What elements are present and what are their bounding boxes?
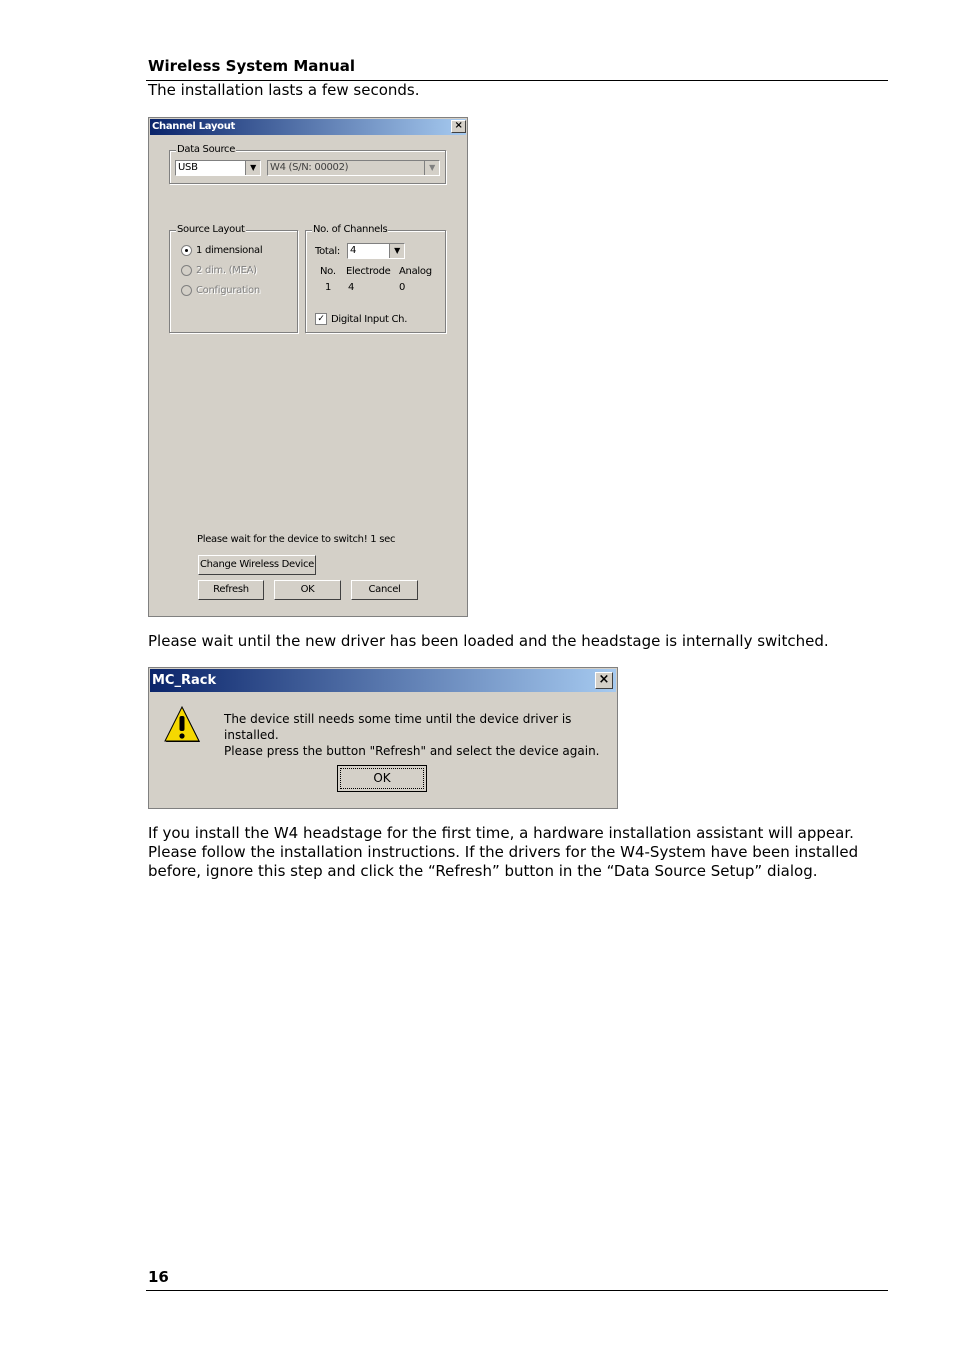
closing-text-line-1: If you install the W4 headstage for the first time, a hardware installation assistant will appear. (148, 824, 854, 842)
chevron-down-icon[interactable]: ▼ (245, 161, 260, 175)
channels-group (305, 224, 446, 333)
radio-1-dimensional[interactable] (181, 245, 262, 256)
status-text: Please wait for the device to switch! 1 sec (197, 534, 396, 545)
ok-button[interactable] (337, 765, 427, 792)
dialog-title-bar (150, 669, 616, 692)
closing-text-line-3: before, ignore this step and click the “Refresh” button in the “Data Source Setup” dialog. (148, 862, 818, 880)
column-analog-header: Analog (399, 266, 432, 277)
radio-label: 1 dimensional (196, 245, 263, 256)
ok-button[interactable]: OK (274, 580, 341, 600)
radio-configuration (181, 285, 260, 296)
radio-selected-icon (181, 245, 192, 256)
message-line-2: Please press the button "Refresh" and select the device again. (224, 744, 600, 758)
digital-input-label: Digital Input Ch. (331, 313, 408, 325)
total-channels-value: 4 (350, 245, 357, 256)
digital-input-checkbox[interactable] (315, 313, 407, 325)
closing-text-line-2: Please follow the installation instructions. If the drivers for the W4-System have been installed (148, 843, 859, 861)
column-electrode-header: Electrode (346, 266, 391, 277)
row-no-value: 1 (325, 282, 332, 293)
total-label: Total: (315, 246, 340, 257)
row-analog-value: 0 (399, 282, 406, 293)
radio-label: Configuration (196, 285, 260, 296)
change-wireless-device-button[interactable]: Change Wireless Device (198, 555, 316, 575)
close-icon[interactable]: × (595, 672, 613, 689)
data-source-label: Data Source (177, 144, 236, 155)
page-number: 16 (148, 1268, 169, 1286)
radio-2-dim-mea (181, 265, 257, 276)
intro-text: The installation lasts a few seconds. (148, 81, 420, 99)
document-header-title: Wireless System Manual (148, 57, 356, 75)
total-channels-select[interactable] (347, 243, 405, 259)
radio-icon (181, 285, 192, 296)
between-text: Please wait until the new driver has been loaded and the headstage is internally switched. (148, 632, 829, 650)
close-icon[interactable]: × (451, 120, 466, 133)
channels-label: No. of Channels (313, 224, 388, 235)
chevron-down-icon[interactable]: ▼ (389, 244, 404, 258)
dialog-title: MC_Rack (152, 673, 217, 688)
source-select-value: USB (178, 162, 198, 173)
ok-button-label: OK (340, 768, 424, 789)
mc-rack-dialog (148, 667, 618, 809)
source-layout-group (169, 224, 298, 333)
device-select-value: W4 (S/N: 00002) (270, 162, 349, 173)
dialog-message (224, 711, 617, 759)
channel-layout-dialog (148, 117, 468, 617)
row-electrode-value: 4 (348, 282, 355, 293)
footer-rule (146, 1290, 888, 1291)
dialog-title-bar (150, 119, 466, 135)
refresh-button[interactable]: Refresh (198, 580, 264, 600)
source-select[interactable] (175, 160, 261, 176)
column-no-header: No. (320, 266, 336, 277)
message-line-1: The device still needs some time until the device driver is installed. (224, 712, 572, 742)
source-layout-label: Source Layout (177, 224, 245, 235)
cancel-button[interactable]: Cancel (351, 580, 418, 600)
checkmark-icon: ✓ (315, 313, 327, 325)
radio-icon (181, 265, 192, 276)
warning-icon (163, 705, 201, 745)
data-source-group (169, 144, 446, 184)
dialog-title: Channel Layout (152, 121, 236, 132)
device-select (267, 160, 440, 176)
chevron-down-icon: ▼ (424, 161, 439, 175)
radio-label: 2 dim. (MEA) (196, 265, 257, 276)
